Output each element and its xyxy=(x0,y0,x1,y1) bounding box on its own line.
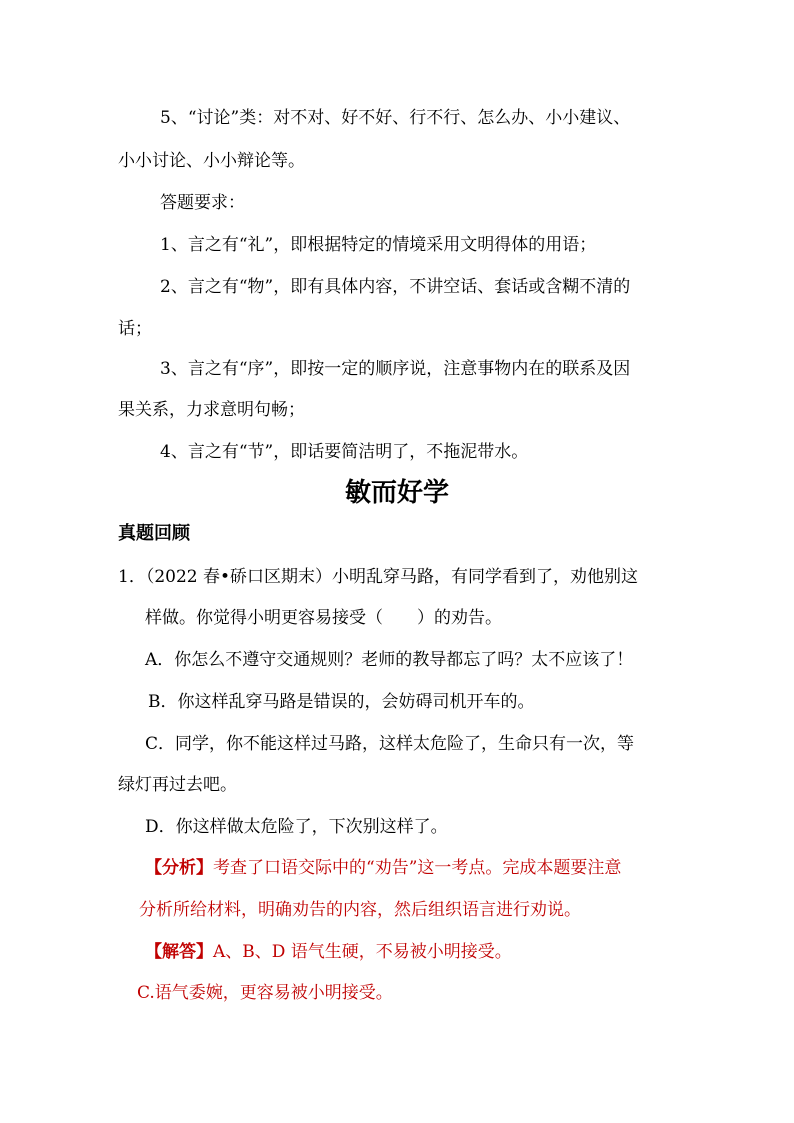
answer-text: A、B、D 语气生硬，不易被小明接受。 xyxy=(213,942,512,962)
intro-line-1: 5、“讨论”类：对不对、好不好、行不行、怎么办、小小建议、 xyxy=(160,108,631,128)
requirements-heading: 答题要求： xyxy=(160,193,245,213)
page-title: 敏而好学 xyxy=(344,478,449,508)
option-d: D．你这样做太危险了，下次别这样了。 xyxy=(145,817,448,837)
answer-line-2: C.语气委婉，更容易被小明接受。 xyxy=(137,983,393,1003)
requirement-4: 4、言之有“节”，即话要简洁明了，不拖泥带水。 xyxy=(160,442,529,462)
analysis-line-2: 分析所给材料，明确劝告的内容，然后组织语言进行劝说。 xyxy=(139,900,581,920)
requirement-1: 1、言之有“礼”，即根据特定的情境采用文明得体的用语； xyxy=(160,235,597,255)
section-heading: 真题回顾 xyxy=(118,523,190,544)
analysis-text: 考查了口语交际中的“劝告”这一考点。完成本题要注意 xyxy=(213,858,622,878)
option-a: A．你怎么不遵守交通规则？老师的教导都忘了吗？太不应该了！ xyxy=(145,650,634,670)
option-c-line-1: C．同学，你不能这样过马路，这样太危险了，生命只有一次，等 xyxy=(145,734,635,754)
option-c-line-2: 绿灯再过去吧。 xyxy=(118,775,237,795)
intro-line-2: 小小讨论、小小辩论等。 xyxy=(118,151,305,171)
answer-line-1 xyxy=(145,940,512,964)
analysis-line-1 xyxy=(145,856,621,880)
analysis-tag: 【分析】 xyxy=(145,858,213,878)
question-line-2: 样做。你觉得小明更容易接受（ ）的劝告。 xyxy=(145,608,502,628)
requirement-3-line-2: 果关系，力求意明句畅； xyxy=(118,400,305,420)
answer-tag: 【解答】 xyxy=(145,942,213,962)
option-b: B．你这样乱穿马路是错误的，会妨碍司机开车的。 xyxy=(148,692,535,712)
requirement-3-line-1: 3、言之有“序”，即按一定的顺序说，注意事物内在的联系及因 xyxy=(160,359,631,379)
question-line-1: 1．（2022 春•硚口区期末）小明乱穿马路，有同学看到了，劝他别这 xyxy=(118,567,639,587)
requirement-2-line-1: 2、言之有“物”，即有具体内容，不讲空话、套话或含糊不清的 xyxy=(160,277,631,297)
requirement-2-line-2: 话； xyxy=(118,319,152,339)
